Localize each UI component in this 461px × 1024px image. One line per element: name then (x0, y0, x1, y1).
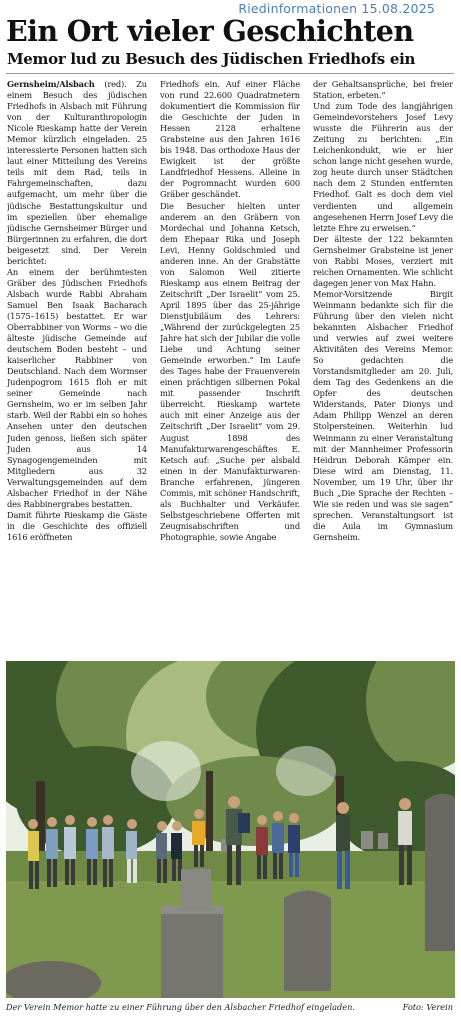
article-column-3 (313, 79, 453, 656)
article-paragraph (7, 79, 147, 267)
article-paragraph: Memor-Vorsitzende Birgit Weinmann bedankte sich für die Führung über den vielen nicht bekannten Alsbacher Friedhof und verwies auf zwei weitere Aktivitäten des Vereins Memor. So gedachten die Vorstandsmitglieder am 20. Juli, dem Tag des Gedenkens an die Opfer des deutschen Widerstands, Pater Dionys und Adam Philipp Wenzel an deren Stolpersteinen. Weiterhin lud Weinmann zu einer Veranstaltung mit der Mannheimer Professorin Heidrun Deborah Kämper ein. Diese wird am Dienstag, 11. November, um 19 Uhr, über ihr Buch „Die Sprache der Rechten – Wie sie reden und was sie sagen“ sprechen. Veranstaltungsort ist die Aula im Gymnasium Gernsheim. (313, 288, 453, 542)
article-column-2 (160, 79, 300, 656)
caption-text: Der Verein Memor hatte zu einer Führung über den Alsbacher Friedhof eingeladen. (6, 1002, 355, 1012)
masthead-date: Riedinformationen 15.08.2025 (238, 1, 435, 16)
article-paragraph: der Gehaltsansprüche, bei freier Station, erbeten.“ (313, 79, 453, 101)
dateline: Gernsheim/Alsbach (7, 79, 95, 89)
photo-credit: Foto: Verein (402, 1002, 453, 1012)
article-paragraph: Die Besucher hielten unter anderem an den Gräbern von Mordechai und Johanna Ketsch, dem Ehepaar Rika und Joseph Levi, Henny Goldschmied und anderen inne. An der Grabstätte von Salomon Weil zitierte Rieskamp aus einem Beitrag der Zeitschrift „Der Israelit“ vom 25. April 1895 über das 25-jährige Dienstjubiläum des Lehrers: „Während der zurückgelegten 25 Jahre hat sich der Jubilar die volle Liebe und Achtung seiner Gemeinde erworben.“ Im Laufe des Tages habe der Frauenverein einen prächtigen silbernen Pokal mit passender Inschrift überreicht. Rieskamp wartete auch mit einer Anzeige aus der Zeitschrift „Der Israelit“ vom 29. August 1898 des Manufakturwarengeschäftes E. Ketsch auf: „Suche per alsbald einen in der Manufakturwaren-Branche erfahrenen, jüngeren Commis, mit schöner Handschrift, als Buchhalter und Verkäufer. Selbstgeschriebene Offerten mit Zeugnisabschriften und Photographie, sowie Angabe (160, 200, 300, 542)
headline: Ein Ort vieler Geschichten (6, 14, 414, 48)
paragraph-text: (red). Zu einem Besuch des jüdischen Friedhofs in Alsbach mit Führung von der Kulturanthropologin Nicole Rieskamp hatte der Verein Memor kürzlich eingeladen. 25 interessierte Personen hatten sich laut einer Mitteilung des Vereins teils mit dem Rad, teils in Fahrgemeinschaften, dazu aufgemacht, um mehr über die jüdische Bestattungskultur und im speziellen über ehemalige jüdische Gernsheimer Bürger und Bürgerinnen zu erfahren, die dort beigesetzt sind. Der Verein berichtet: (7, 79, 147, 266)
article-column-1 (7, 79, 147, 656)
cemetery-group-photo (6, 661, 455, 998)
article-paragraph: An einem der berühmtesten Gräber des Jüdischen Friedhofs Alsbach wurde Rabbi Abraham Samuel Ben Isaak Bacharach (1575–1615) bestattet. Er war Oberrabbiner von Worms – wo die älteste jüdische Gemeinde auf deutschem Boden besteht – und kaiserlicher Rabbiner von Deutschland. Nach dem Wormser Judenpogrom 1615 floh er mit seiner Gemeinde nach Gernsheim, wo er im selben Jahr starb. Weil der Rabbi ein so hohes Ansehen unter den deutschen Juden genoss, ließen sich später Juden aus 14 Synagogengemeinden mit Mitgliedern aus 32 Verwaltungsgemeinden auf dem Alsbacher Friedhof in der Nähe des Rabbinergrabes bestatten. (7, 266, 147, 509)
subheadline: Memor lud zu Besuch des Jüdischen Friedhofs ein (7, 50, 416, 68)
article-paragraph: Der älteste der 122 bekannten Gernsheimer Grabsteine ist jener von Rabbi Moses, verziert mit reichen Ornamenten. Wie schlicht dagegen jener von Max Hahn. (313, 233, 453, 288)
article-paragraph: Friedhofs ein. Auf einer Fläche von rund 22.600 Quadratmetern dokumentiert die Kommission für die Geschichte der Juden in Hessen 2128 erhaltene Grabsteine aus den Jahren 1616 bis 1948. Das orthodoxe Haus der Ewigkeit ist der größte Landfriedhof Hessens. Alleine in der Pogromnacht wurden 600 Gräber geschändet. (160, 79, 300, 200)
photo-caption (6, 1001, 455, 1013)
headline-rule (6, 73, 454, 74)
article-paragraph: Und zum Tode des langjährigen Gemeindevorstehers Josef Levy wusste die Führerin aus der Zeitung zu berichten: „Ein Leichenkondukt, wie er hier schon lange nicht gesehen wurde, zog heute durch unser Städtchen nach dem 2 Stunden entfernten Friedhof. Galt es doch dem viel verdienten und allgemein angesehenen Herrn Josef Levy die letzte Ehre zu erweisen.“ (313, 101, 453, 233)
article-paragraph: Damit führte Rieskamp die Gäste in die Geschichte des offiziell 1616 eröffneten (7, 509, 147, 542)
